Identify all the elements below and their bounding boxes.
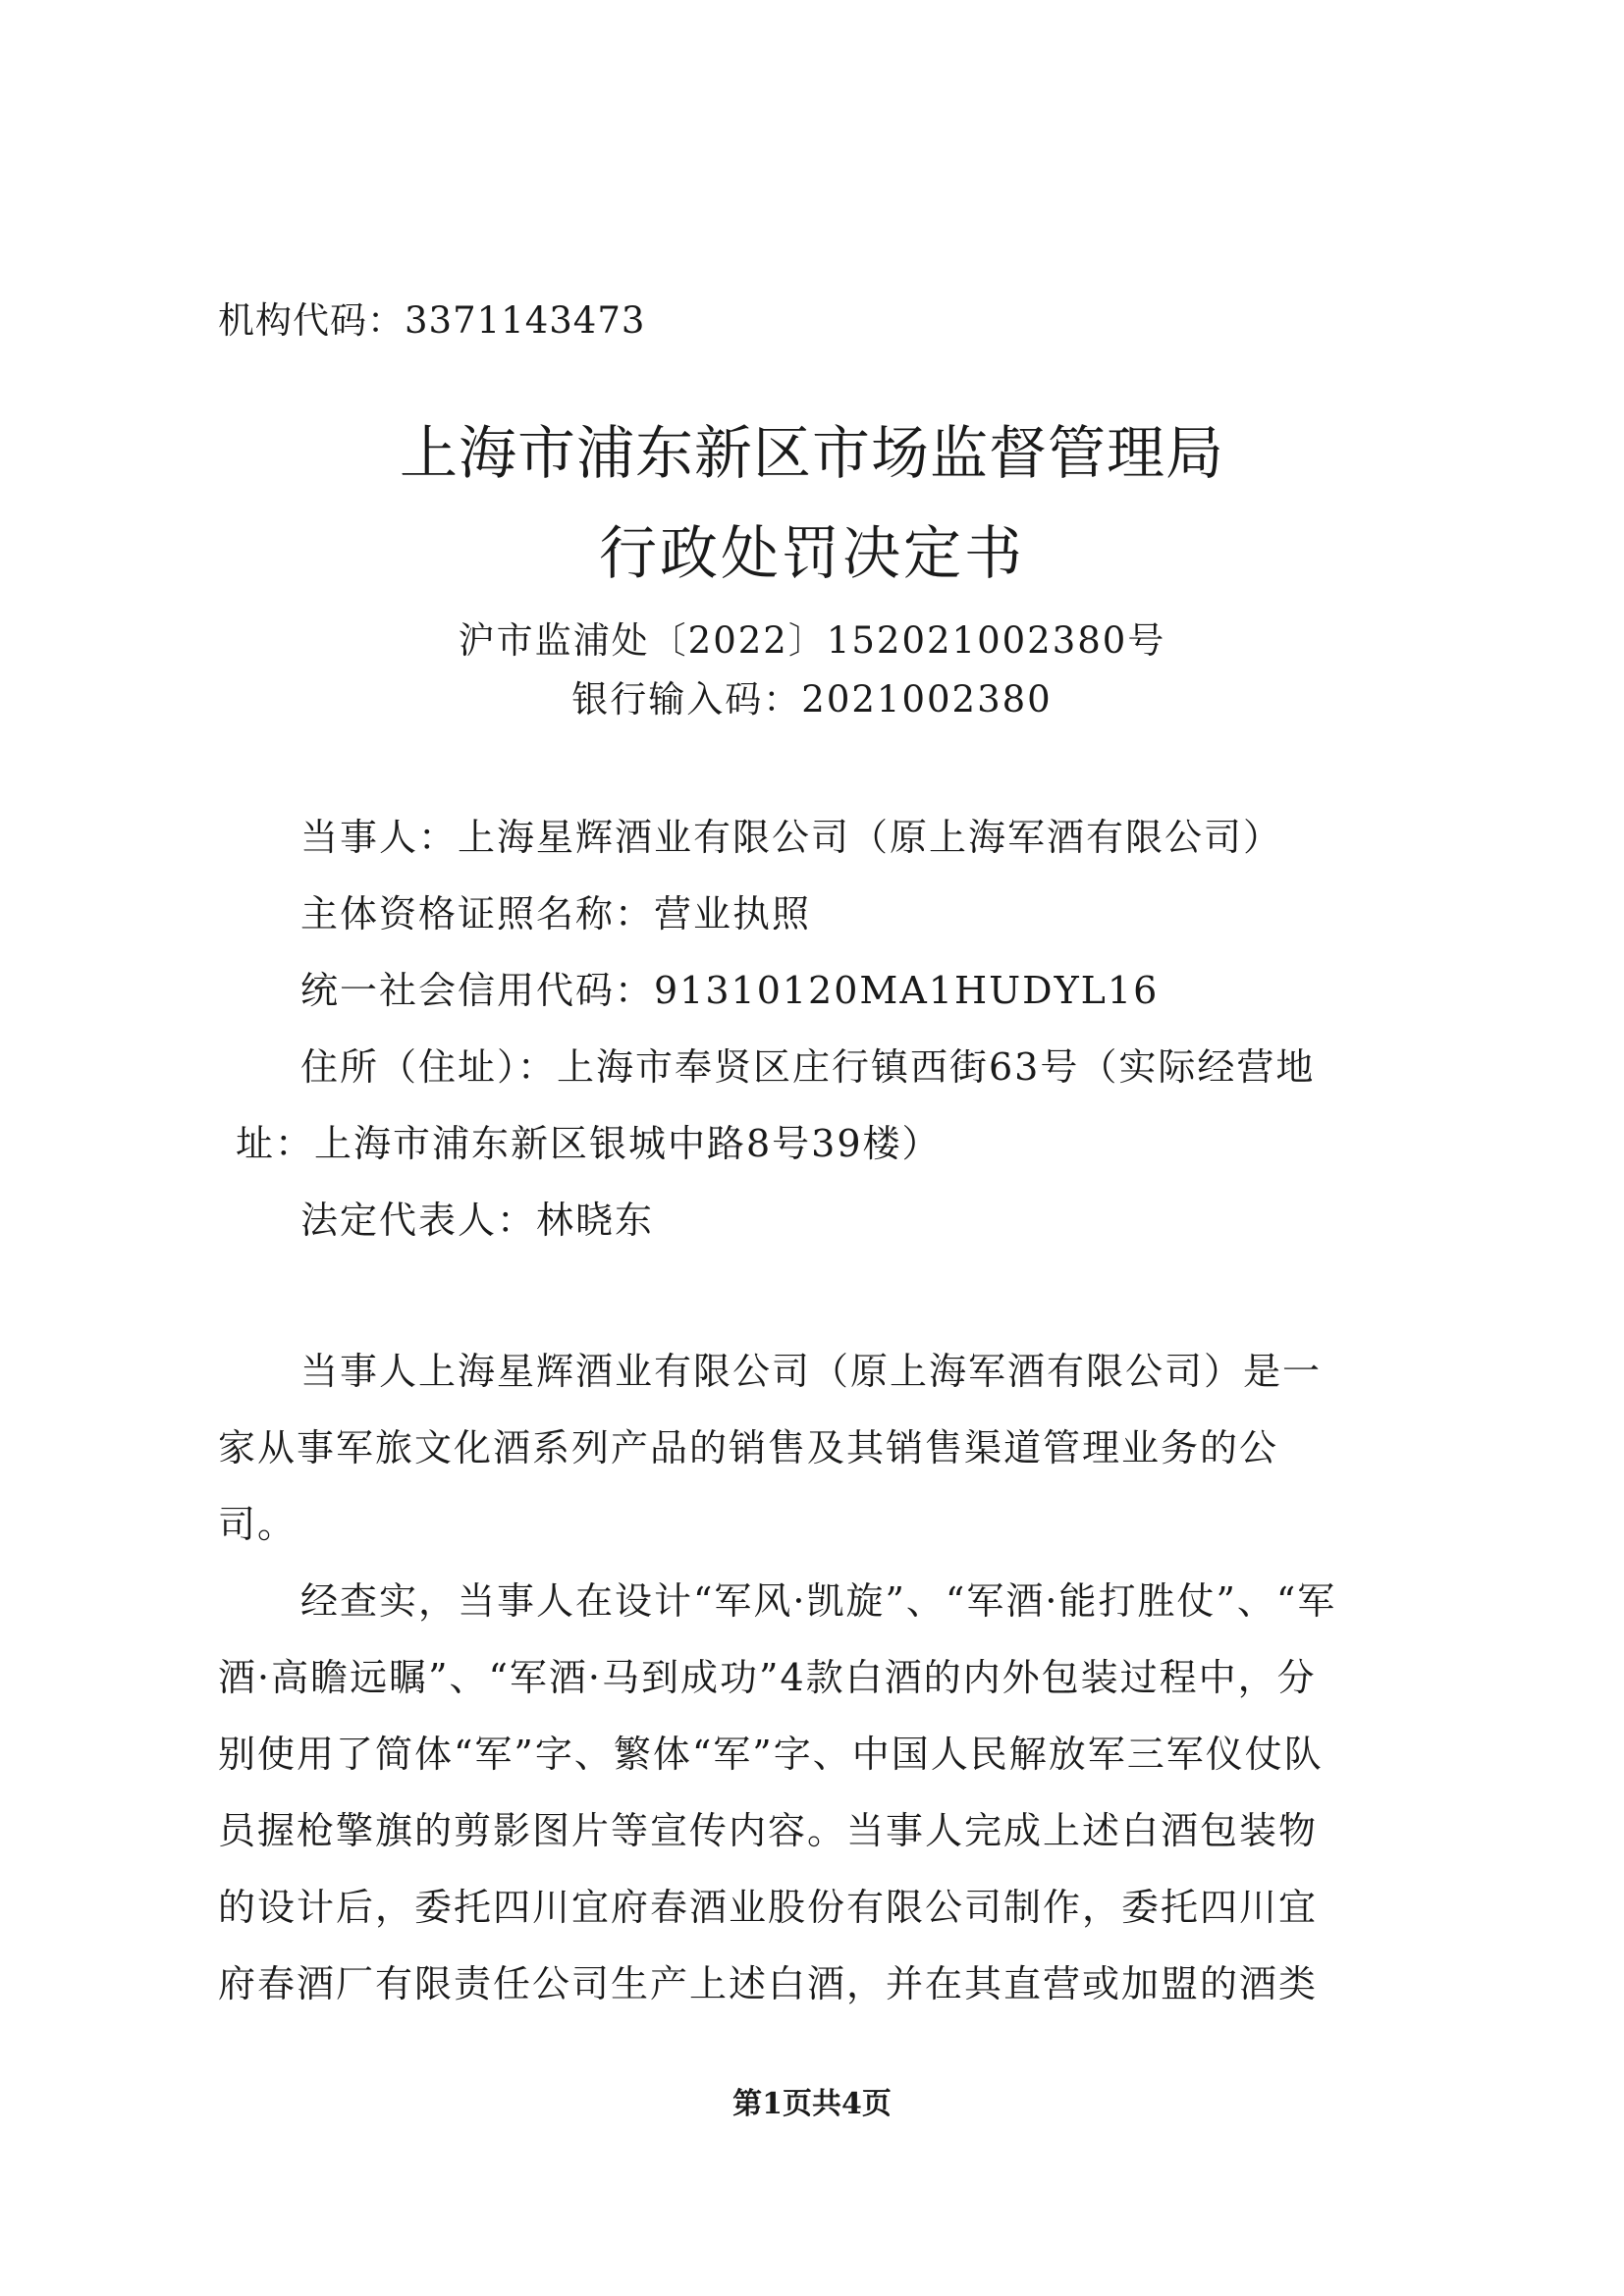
address-line-1: 住所（住址）：上海市奉贤区庄行镇西街63号（实际经营地: [300, 1045, 1316, 1089]
paragraph-2-line: 酒·高瞻远瞩”、“军酒·马到成功”4款白酒的内外包装过程中，分: [218, 1656, 1317, 1699]
page-number-footer: 第1页共4页: [732, 2087, 892, 2121]
paragraph-1-line: 当事人上海星辉酒业有限公司（原上海军酒有限公司）是一: [300, 1350, 1323, 1393]
license-type: 主体资格证照名称：营业执照: [300, 892, 812, 935]
party-name: 当事人：上海星辉酒业有限公司（原上海军酒有限公司）: [300, 816, 1283, 859]
document-number: 沪市监浦处〔2022〕152021002380号: [458, 619, 1166, 662]
paragraph-1-line: 家从事军旅文化酒系列产品的销售及其销售渠道管理业务的公: [218, 1426, 1279, 1469]
org-code: 机构代码：3371143473: [218, 299, 646, 342]
bank-input-code: 银行输入码：2021002380: [571, 678, 1053, 721]
document-type-title: 行政处罚决定书: [598, 519, 1025, 587]
paragraph-1-line: 司。: [218, 1503, 298, 1546]
paragraph-2-line: 员握枪擎旗的剪影图片等宣传内容。当事人完成上述白酒包装物: [218, 1809, 1319, 1852]
issuing-authority-title: 上海市浦东新区市场监督管理局: [399, 419, 1224, 487]
address-line-2: 址：上海市浦东新区银城中路8号39楼）: [236, 1122, 942, 1165]
credit-code: 统一社会信用代码：91310120MA1HUDYL16: [300, 969, 1160, 1012]
paragraph-2-line: 别使用了简体“军”字、繁体“军”字、中国人民解放军三军仪仗队: [218, 1733, 1324, 1776]
paragraph-2-line: 府春酒厂有限责任公司生产上述白酒，并在其直营或加盟的酒类: [218, 1962, 1319, 2005]
paragraph-2-line: 的设计后，委托四川宜府春酒业股份有限公司制作，委托四川宜: [218, 1886, 1319, 1929]
paragraph-2-line: 经查实，当事人在设计“军风·凯旋”、“军酒·能打胜仗”、“军: [300, 1579, 1337, 1623]
legal-representative: 法定代表人：林晓东: [300, 1199, 655, 1242]
